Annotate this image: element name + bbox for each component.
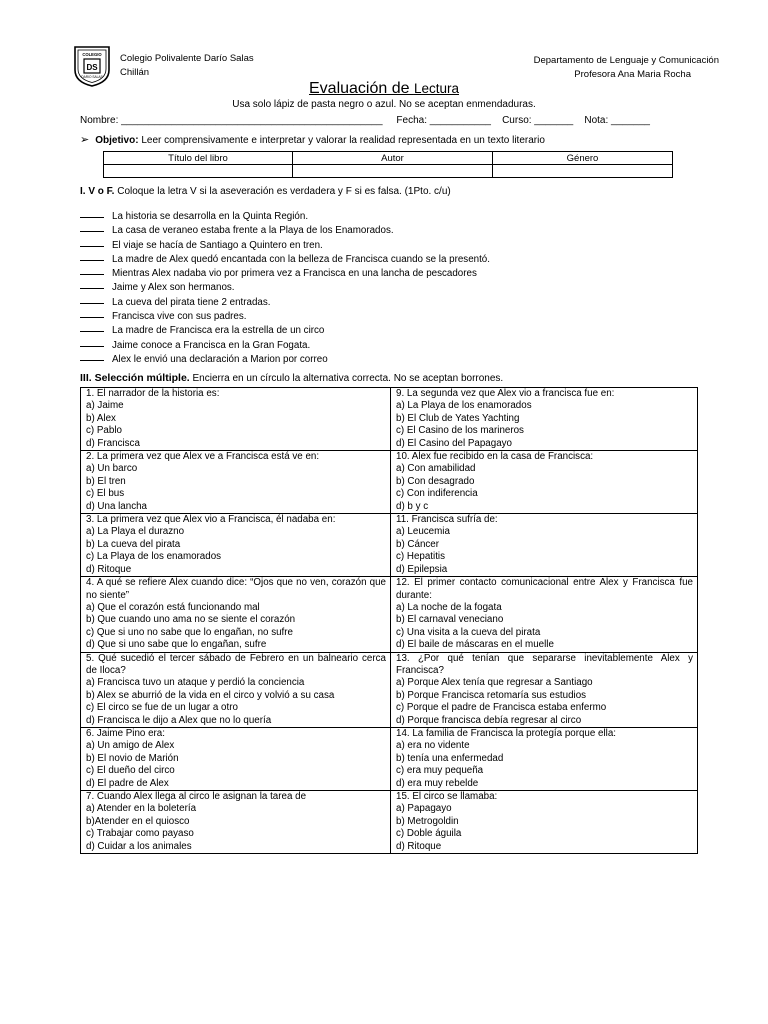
question-cell — [81, 514, 391, 577]
answer-option[interactable]: d) El padre de Alex — [86, 777, 169, 789]
question-text: 14. La familia de Francisca la protegía porque ella: — [396, 727, 617, 739]
question-text: 3. La primera vez que Alex vio a Francisca, él nadaba en: — [86, 514, 336, 526]
question-text: 1. El narrador de la historia es: — [86, 388, 220, 399]
answer-option[interactable]: b) Porque Francisca retomaría sus estudios — [396, 689, 587, 701]
answer-option[interactable]: c) Una visita a la cueva del pirata — [396, 626, 541, 638]
answer-option[interactable]: c) Hepatitis — [396, 551, 445, 563]
question-cell — [81, 388, 391, 451]
statement-text: La historia se desarrolla en la Quinta Región. — [112, 211, 309, 222]
answer-option[interactable]: c) El dueño del circo — [86, 765, 175, 777]
answer-option[interactable]: d) Epilepsia — [396, 563, 448, 575]
answer-blank[interactable] — [80, 264, 104, 275]
objective — [80, 133, 545, 146]
answer-option[interactable]: d) era muy rebelde — [396, 777, 479, 789]
school-info — [120, 52, 254, 80]
answer-option[interactable]: d) Ritoque — [396, 840, 442, 852]
question-row — [81, 388, 698, 451]
book-author-header: Autor — [293, 152, 493, 165]
answer-option[interactable]: c) El Casino de los marineros — [396, 425, 524, 437]
answer-option[interactable]: c) Trabajar como payaso — [86, 828, 194, 840]
question-row — [81, 652, 698, 727]
question-text: 6. Jaime Pino era: — [86, 727, 165, 739]
section3-heading — [80, 372, 503, 384]
answer-option[interactable]: c) El bus — [86, 488, 125, 500]
answer-blank[interactable] — [80, 350, 104, 361]
true-false-item — [80, 250, 490, 264]
question-cell — [391, 727, 698, 790]
book-title-header: Título del libro — [104, 152, 293, 165]
multiple-choice-table — [80, 387, 698, 854]
question-cell — [391, 388, 698, 451]
answer-blank[interactable] — [80, 336, 104, 347]
question-row — [81, 514, 698, 577]
answer-option[interactable]: b) Con desagrado — [396, 475, 475, 487]
question-text: 13. ¿Por qué tenían que separarse inevitablemente Alex y Francisca? — [396, 652, 693, 676]
question-cell — [81, 791, 391, 854]
grade-field[interactable]: Nota: _______ — [584, 115, 650, 126]
question-cell — [81, 652, 391, 727]
answer-option[interactable]: c) Doble águila — [396, 828, 462, 840]
answer-blank[interactable] — [80, 236, 104, 247]
answer-option[interactable]: d) Francisca le dijo a Alex que no lo quería — [86, 714, 272, 726]
answer-option[interactable]: a) Un barco — [86, 463, 138, 475]
answer-option[interactable]: b) Alex se aburrió de la vida en el circo y volvió a su casa — [86, 689, 335, 701]
answer-option[interactable]: c) era muy pequeña — [396, 765, 484, 777]
question-cell — [81, 451, 391, 514]
answer-option[interactable]: b) El novio de Marión — [86, 752, 179, 764]
section3-instructions: Encierra en un círculo la alternativa correcta. No se aceptan borrones. — [192, 373, 504, 384]
school-city: Chillán — [120, 67, 150, 78]
answer-option[interactable]: b) El tren — [86, 475, 126, 487]
answer-option[interactable]: a) Jaime — [86, 400, 124, 412]
statement-text: Mientras Alex nadaba vio por primera vez a Francisca en una lancha de pescadores — [112, 268, 477, 280]
answer-option[interactable]: c) Con indiferencia — [396, 488, 478, 500]
question-text: 11. Francisca sufría de: — [396, 514, 498, 526]
true-false-item — [80, 207, 490, 221]
title-part2: Lectura — [413, 81, 459, 96]
answer-option[interactable]: a) Francisca tuvo un ataque y perdió la conciencia — [86, 677, 305, 689]
logo-text-bottom: DARIO SALAS — [81, 75, 103, 79]
question-text: 5. Qué sucedió el tercer sábado de Febrero en un balneario cerca de Iloca? — [86, 652, 386, 676]
answer-option[interactable]: d) El baile de máscaras en el muelle — [396, 639, 554, 651]
title-part1: Evaluación de — [309, 80, 414, 97]
true-false-item — [80, 264, 490, 278]
book-author-cell[interactable] — [293, 165, 493, 178]
instructions: Usa solo lápiz de pasta negro o azul. No se aceptan enmendaduras. — [232, 99, 536, 110]
question-cell — [81, 727, 391, 790]
teacher-name: Profesora Ana Maria Rocha — [574, 69, 691, 80]
true-false-list — [80, 207, 490, 364]
question-text: 15. El circo se llamaba: — [396, 791, 498, 802]
question-text: 9. La segunda vez que Alex vio a francisca fue en: — [396, 388, 615, 399]
answer-option[interactable]: b) Cáncer — [396, 538, 440, 550]
answer-option[interactable]: a) La Playa el durazno — [86, 526, 185, 538]
answer-option[interactable]: d) El Casino del Papagayo — [396, 437, 513, 449]
statement-text: Francisca vive con sus padres. — [112, 311, 247, 323]
true-false-item — [80, 350, 490, 364]
question-cell — [391, 791, 698, 854]
answer-option[interactable]: a) La noche de la fogata — [396, 601, 502, 613]
question-text: 4. A qué se refiere Alex cuando dice: “Ojos que no ven, corazón que no siente” — [86, 577, 386, 601]
answer-option[interactable]: d) Cuidar a los animales — [86, 840, 192, 852]
question-text: 7. Cuando Alex llega al circo le asignan la tarea de — [86, 791, 307, 802]
section1-heading — [80, 186, 451, 197]
answer-option[interactable]: c) El circo se fue de un lugar a otro — [86, 702, 238, 714]
true-false-item — [80, 221, 490, 235]
department-info — [534, 54, 719, 82]
statement-text: La cueva del pirata tiene 2 entradas. — [112, 296, 271, 308]
question-cell — [391, 451, 698, 514]
answer-option[interactable]: a) era no vidente — [396, 740, 470, 752]
answer-blank[interactable] — [80, 307, 104, 318]
statement-text: El viaje se hacía de Santiago a Quintero en tren. — [112, 239, 323, 251]
true-false-item — [80, 236, 490, 250]
section3-title: III. Selección múltiple. — [80, 372, 190, 384]
statement-text: La madre de Alex quedó encantada con la belleza de Francisca cuando se la presentó. — [112, 253, 490, 265]
book-genre-cell[interactable] — [493, 165, 673, 178]
answer-option[interactable]: c) Pablo — [86, 425, 122, 437]
question-text: 10. Alex fue recibido en la casa de Francisca: — [396, 451, 594, 463]
answer-option[interactable]: b)Atender en el quiosco — [86, 815, 190, 827]
answer-option[interactable]: b) Que cuando uno ama no se siente el corazón — [86, 614, 296, 626]
answer-blank[interactable] — [80, 278, 104, 289]
objective-label: Objetivo: — [95, 135, 139, 146]
answer-option[interactable]: b) Metrogoldin — [396, 815, 459, 827]
statement-text: Alex le envió una declaración a Marion por correo — [112, 353, 328, 365]
answer-option[interactable]: c) Que si uno no sabe que lo engañan, no sufre — [86, 626, 293, 638]
question-cell — [391, 652, 698, 727]
answer-option[interactable]: b) El Club de Yates Yachting — [396, 412, 520, 424]
true-false-item — [80, 293, 490, 307]
question-row — [81, 791, 698, 854]
answer-option[interactable]: b) tenía una enfermedad — [396, 752, 504, 764]
logo-monogram: DS — [86, 63, 98, 72]
statement-text: Jaime conoce a Francisca en la Gran Fogata. — [112, 339, 311, 351]
question-row — [81, 577, 698, 652]
student-fields — [80, 115, 650, 126]
true-false-item — [80, 321, 490, 335]
section1-instructions: Coloque la letra V si la aseveración es verdadera y F si es falsa. (1Pto. c/u) — [117, 186, 451, 197]
answer-blank[interactable] — [80, 250, 104, 261]
answer-blank[interactable] — [80, 221, 104, 232]
section1-title: I. V o F. — [80, 186, 115, 197]
question-text: 12. El primer contacto comunicacional entre Alex y Francisca fue durante: — [396, 577, 693, 601]
answer-option[interactable]: b) El carnaval veneciano — [396, 614, 504, 626]
answer-option[interactable]: a) Atender en la boletería — [86, 803, 197, 815]
answer-option[interactable]: a) Un amigo de Alex — [86, 740, 175, 752]
statement-text: La casa de veraneo estaba frente a la Playa de los Enamorados. — [112, 225, 394, 237]
answer-option[interactable]: d) Que si uno sabe que lo engañan, sufre — [86, 639, 267, 651]
answer-option[interactable]: c) Porque el padre de Francisca estaba enfermo — [396, 702, 607, 714]
answer-option[interactable]: a) Leucemia — [396, 526, 450, 538]
answer-blank[interactable] — [80, 321, 104, 332]
statement-text: Jaime y Alex son hermanos. — [112, 282, 235, 294]
answer-blank[interactable] — [80, 293, 104, 304]
true-false-item — [80, 278, 490, 292]
answer-option[interactable]: a) La Playa de los enamorados — [396, 400, 532, 412]
question-cell — [81, 577, 391, 652]
true-false-item — [80, 307, 490, 321]
answer-option[interactable]: d) Una lancha — [86, 500, 147, 512]
department-name: Departamento de Lenguaje y Comunicación — [533, 55, 719, 66]
date-field[interactable]: Fecha: ___________ — [396, 115, 491, 126]
objective-text: Leer comprensivamente e interpretar y valorar la realidad representada en un texto literario — [141, 135, 545, 146]
answer-option[interactable]: b) Alex — [86, 412, 116, 424]
answer-option[interactable]: d) Ritoque — [86, 563, 132, 575]
answer-blank[interactable] — [80, 207, 104, 218]
answer-option[interactable]: d) Porque francisca debía regresar al circo — [396, 714, 582, 726]
exam-title — [0, 80, 768, 98]
answer-option[interactable]: d) b y c — [396, 500, 429, 512]
book-genre-header: Género — [493, 152, 673, 165]
arrow-bullet-icon: ➢ — [80, 134, 90, 146]
answer-option[interactable]: c) La Playa de los enamorados — [86, 551, 222, 563]
name-field[interactable]: Nombre: _______________________________________________ — [80, 115, 383, 126]
answer-option[interactable]: d) Francisca — [86, 437, 140, 449]
answer-option[interactable]: a) Con amabilidad — [396, 463, 476, 475]
book-title-cell[interactable] — [104, 165, 293, 178]
answer-option[interactable]: a) Que el corazón está funcionando mal — [86, 601, 260, 613]
question-row — [81, 451, 698, 514]
answer-option[interactable]: a) Porque Alex tenía que regresar a Santiago — [396, 677, 593, 689]
answer-option[interactable]: b) La cueva del pirata — [86, 538, 181, 550]
logo-text-top: COLEGIO — [82, 52, 102, 57]
question-row — [81, 727, 698, 790]
question-cell — [391, 514, 698, 577]
question-cell — [391, 577, 698, 652]
statement-text: La madre de Francisca era la estrella de un circo — [112, 325, 325, 337]
question-text: 2. La primera vez que Alex ve a Francisca está ve en: — [86, 451, 320, 463]
course-field[interactable]: Curso: _______ — [502, 115, 574, 126]
answer-option[interactable]: a) Papagayo — [396, 803, 452, 815]
school-name: Colegio Polivalente Darío Salas — [120, 53, 254, 64]
true-false-item — [80, 336, 490, 350]
book-info-table — [103, 151, 673, 178]
